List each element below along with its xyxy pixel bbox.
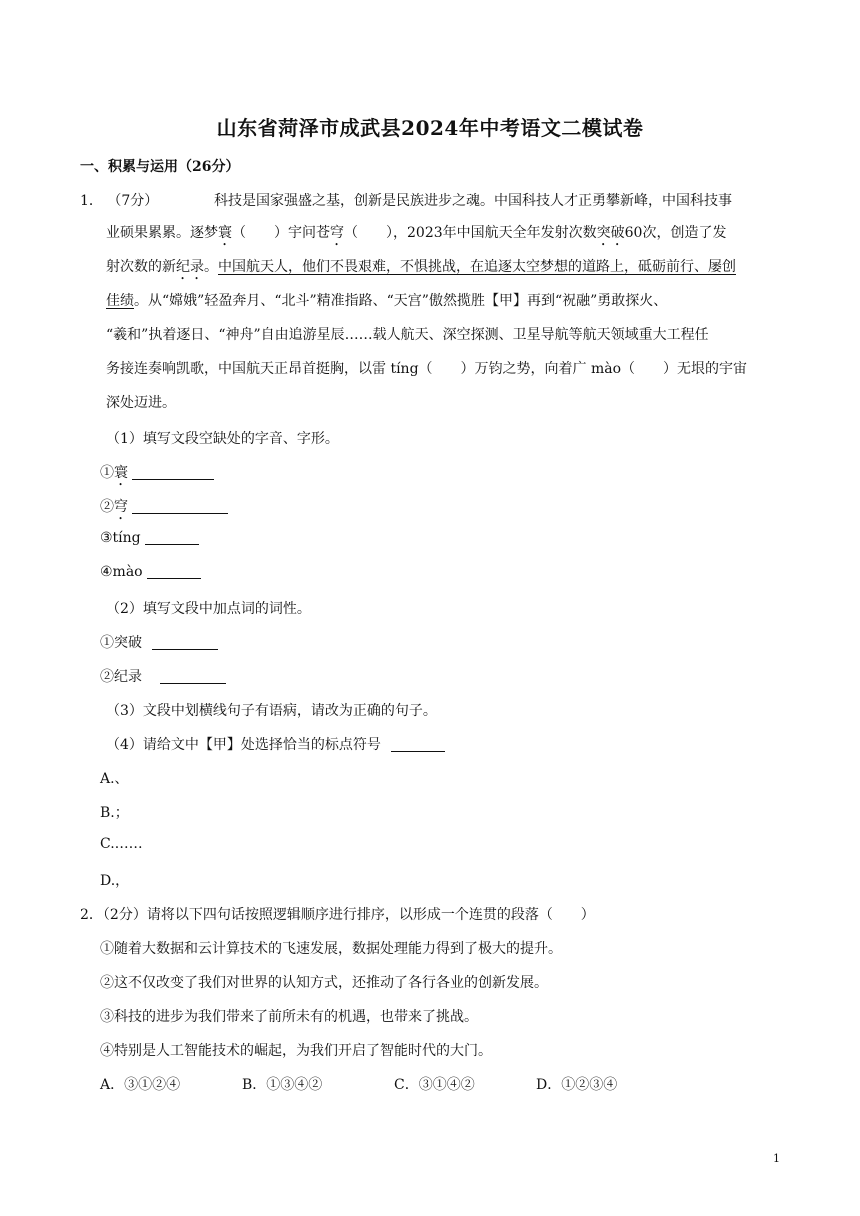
answer-label: ③tíng [100, 530, 141, 546]
option-b[interactable]: B.； [100, 805, 129, 821]
q1-line-1 [80, 190, 158, 210]
dotted-char: 穹 [330, 225, 344, 241]
q2-sentence-3: ③科技的进步为我们带来了前所未有的机遇，也带来了挑战。 [100, 1009, 478, 1025]
sub-question-2: （2）填写文段中加点词的词性。 [106, 601, 311, 617]
q1-number: 1． [80, 193, 103, 209]
text-run: （ ），2023年中国航天全年发射次数 [344, 225, 597, 241]
q1-text-line-5: “羲和”执着逐日、“神舟”自由追游星辰……载人航天、深空探测、卫星导航等航天领域重大工程任 [106, 327, 709, 343]
q1-text-line-1: 科技是国家强盛之基，创新是民族进步之魂。中国科技人才正勇攀新峰，中国科技事 [214, 193, 732, 209]
answer-label: ④mào [100, 564, 143, 580]
circled-number: ② [100, 499, 114, 515]
q1-text-line-3 [106, 256, 736, 283]
dotted-char: 寰 [114, 465, 128, 481]
answer-blank[interactable] [145, 530, 199, 545]
answer-1d [100, 564, 201, 580]
answer-blank[interactable] [147, 564, 201, 579]
choice-d[interactable]: D．①②③④ [536, 1077, 618, 1093]
choice-c[interactable]: C．③①④② [394, 1077, 475, 1093]
sub-question-4-text: （4）请给文中【甲】处选择恰当的标点符号 [106, 737, 381, 753]
q2-sentence-2: ②这不仅改变了我们对世界的认知方式，还推动了各行各业的创新发展。 [100, 975, 548, 991]
page-number: 1 [773, 1152, 780, 1165]
underlined-sentence: 中国航天人，他们不畏艰难，不惧挑战，在追逐太空梦想的道路上，砥砺前行、屡创 [218, 259, 736, 275]
dotted-char: 穹 [114, 499, 128, 515]
answer-label: ①突破 [100, 635, 142, 651]
answer-blank[interactable] [391, 737, 445, 752]
q1-text-line-2 [106, 222, 726, 249]
circled-number: ① [100, 465, 114, 481]
q2-choices [100, 1074, 646, 1094]
answer-1c [100, 530, 199, 546]
option-a[interactable]: A.、 [100, 771, 129, 787]
sub-question-3: （3）文段中划横线句子有语病，请改为正确的句子。 [106, 703, 437, 719]
text-run: 60次，创造了发 [624, 225, 727, 241]
text-run: 。 [204, 259, 218, 275]
answer-blank[interactable] [152, 635, 218, 650]
answer-1b [100, 496, 228, 523]
page-title: 山东省菏泽市成武县2024年中考语文二模试卷 [216, 116, 644, 140]
answer-blank[interactable] [132, 499, 228, 514]
option-c[interactable]: C.…… [100, 836, 143, 852]
choice-a[interactable]: A．③①②④ [100, 1077, 181, 1093]
sub-question-1: （1）填写文段空缺处的字音、字形。 [106, 431, 339, 447]
dotted-word: 纪录 [176, 259, 204, 275]
answer-2b [100, 666, 226, 686]
q1-score: （7分） [107, 193, 159, 209]
q2-sentence-4: ④特别是人工智能技术的崛起，为我们开启了智能时代的大门。 [100, 1043, 492, 1059]
option-d[interactable]: D.， [100, 873, 130, 889]
text-run: 射次数的新 [106, 259, 176, 275]
text-run: （ ）宇问苍 [232, 225, 330, 241]
answer-blank[interactable] [160, 669, 226, 684]
q1-text-line-7: 深处迈进。 [106, 395, 176, 411]
q1-text-line-6: 务接连奏响凯歌，中国航天正昂首挺胸，以雷 tíng（ ）万钧之势，向着广 mào（ ）无垠的宇宙 [106, 361, 748, 377]
choice-b[interactable]: B．①③④② [242, 1077, 323, 1093]
q2-sentence-1: ①随着大数据和云计算技术的飞速发展，数据处理能力得到了极大的提升。 [100, 941, 562, 957]
answer-label: ②纪录 [100, 669, 142, 685]
section-heading: 一、积累与运用（26分） [80, 159, 240, 175]
answer-1a [100, 462, 214, 489]
answer-blank[interactable] [132, 465, 214, 480]
dotted-char: 寰 [218, 225, 232, 241]
text-run: 。从“嫦娥”轻盈奔月、“北斗”精准指路、“天宫”傲然揽胜【甲】再到“祝融”勇敢探火、 [134, 293, 668, 309]
q2-stem: 2．（2分）请将以下四句话按照逻辑顺序进行排序，以形成一个连贯的段落（ ） [80, 907, 595, 923]
underlined-sentence-end: 佳绩 [106, 293, 134, 309]
dotted-word: 突破 [596, 225, 625, 241]
sub-question-4 [106, 734, 445, 754]
q1-text-line-4 [106, 290, 667, 310]
text-run: 业硕果累累。逐梦 [106, 225, 218, 241]
answer-2a [100, 632, 218, 652]
